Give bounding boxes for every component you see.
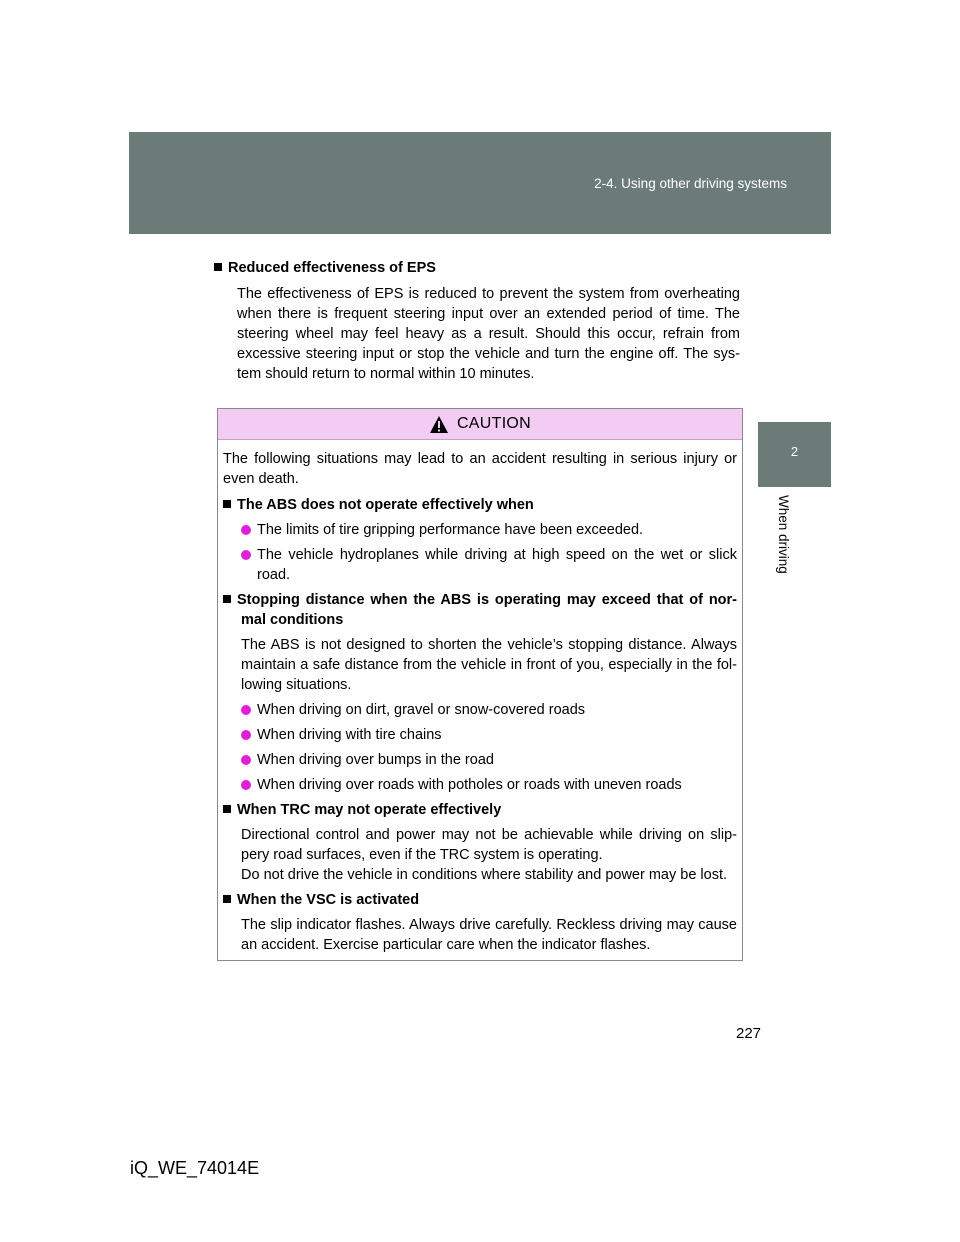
caution-title: CAUTION xyxy=(456,415,532,432)
stopping-distance-heading xyxy=(223,590,737,630)
caution-intro: The following situations may lead to an accident resulting in serious injury or even death. xyxy=(223,451,737,487)
chapter-number: 2 xyxy=(790,444,799,459)
black-square-icon xyxy=(214,263,222,271)
eps-body: The effectiveness of EPS is reduced to prevent the system from overheating when there is frequent steering input over an extended period of time. The steering wheel may feel heavy as a result. Should this occur, refrain from excessive steering input or stop the vehicle and turn the engine off. The sys-tem should return to normal within 10 minutes. xyxy=(237,286,740,382)
black-square-icon xyxy=(223,895,231,903)
list-item: When driving over bumps in the road xyxy=(223,750,737,770)
vsc-heading-text: When the VSC is activated xyxy=(237,892,420,908)
caution-body xyxy=(218,440,742,955)
section-title: 2-4. Using other driving systems xyxy=(594,176,787,191)
magenta-dot-icon xyxy=(241,705,251,715)
black-square-icon xyxy=(223,500,231,508)
list-item: The limits of tire gripping performance have been exceeded. xyxy=(223,520,737,540)
chapter-tab xyxy=(758,422,831,487)
abs-heading-text: The ABS does not operate effectively when xyxy=(237,497,534,513)
eps-heading xyxy=(214,258,740,278)
stopping-distance-heading-text: Stopping distance when the ABS is operating may exceed that of nor-mal conditions xyxy=(237,592,737,628)
list-item: When driving on dirt, gravel or snow-covered roads xyxy=(223,700,737,720)
magenta-dot-icon xyxy=(241,525,251,535)
magenta-dot-icon xyxy=(241,730,251,740)
stopping-distance-text: The ABS is not designed to shorten the vehicle’s stopping distance. Always maintain a safe distance from the vehicle in front of you, especially in the fol-lowing situations. xyxy=(241,637,737,693)
caution-box xyxy=(217,408,743,961)
trc-heading-text: When TRC may not operate effectively xyxy=(237,802,502,818)
magenta-dot-icon xyxy=(241,780,251,790)
trc-text: Directional control and power may not be achievable while driving on slip-pery road surfaces, even if the TRC system is operating. xyxy=(241,827,737,863)
section-header-band xyxy=(129,132,831,234)
warning-triangle-icon xyxy=(429,415,449,434)
page-number: 227 xyxy=(736,1025,762,1042)
vsc-heading xyxy=(223,890,737,910)
list-item: When driving with tire chains xyxy=(223,725,737,745)
eps-heading-text: Reduced effectiveness of EPS xyxy=(228,260,436,276)
trc-text-2: Do not drive the vehicle in conditions where stability and power may be lost. xyxy=(241,867,728,883)
magenta-dot-icon xyxy=(241,550,251,560)
chapter-label: When driving xyxy=(776,495,791,574)
caution-header xyxy=(218,409,742,440)
document-code: iQ_WE_74014E xyxy=(130,1158,260,1178)
list-item: When driving over roads with potholes or roads with uneven roads xyxy=(223,775,737,795)
vsc-text: The slip indicator flashes. Always drive carefully. Reckless driving may cause an accident. Exercise particular care when the indicator flashes. xyxy=(241,917,737,953)
magenta-dot-icon xyxy=(241,755,251,765)
black-square-icon xyxy=(223,595,231,603)
eps-section xyxy=(214,258,740,384)
list-item: The vehicle hydroplanes while driving at high speed on the wet or slick road. xyxy=(223,545,737,585)
trc-heading xyxy=(223,800,737,820)
abs-heading xyxy=(223,495,737,515)
black-square-icon xyxy=(223,805,231,813)
